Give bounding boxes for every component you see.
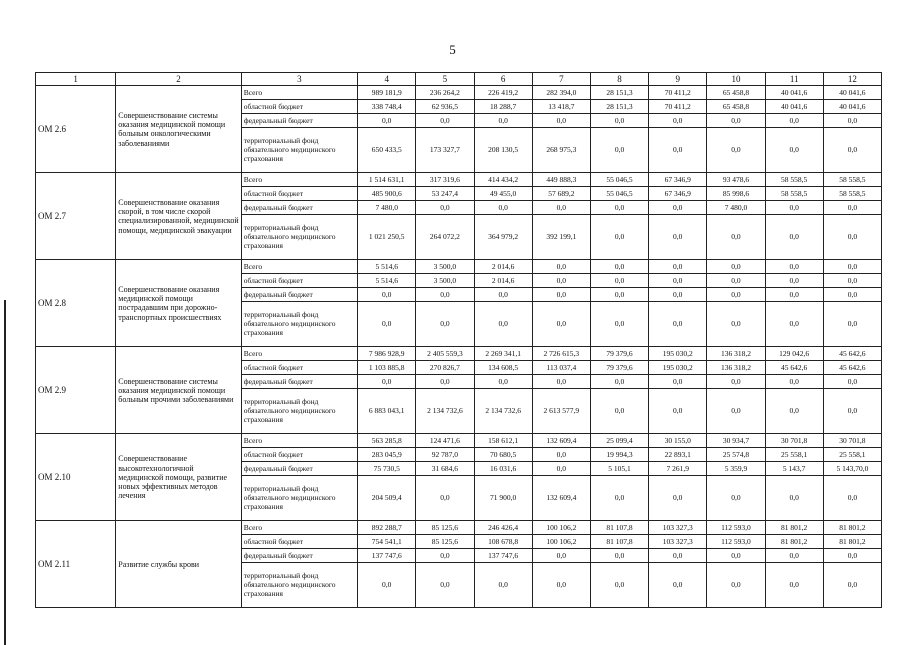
- amount-cell: 79 379,6: [590, 361, 648, 375]
- amount-cell: 93 478,6: [707, 173, 765, 187]
- amount-cell: 0,0: [823, 549, 881, 563]
- amount-cell: 40 041,6: [765, 100, 823, 114]
- amount-cell: 0,0: [474, 375, 532, 389]
- amount-cell: 0,0: [532, 201, 590, 215]
- amount-cell: 0,0: [532, 260, 590, 274]
- budget-table-body: [36, 73, 882, 608]
- amount-cell: 5 105,1: [590, 462, 648, 476]
- amount-cell: 0,0: [823, 260, 881, 274]
- amount-cell: 0,0: [707, 260, 765, 274]
- amount-cell: 0,0: [823, 114, 881, 128]
- measure-code: ОМ 2.11: [36, 521, 116, 608]
- column-header-9: 9: [649, 73, 707, 86]
- amount-cell: 2 726 615,3: [532, 347, 590, 361]
- amount-cell: 70 680,5: [474, 448, 532, 462]
- amount-cell: 85 125,6: [416, 521, 474, 535]
- amount-cell: 0,0: [823, 302, 881, 347]
- amount-cell: 0,0: [649, 260, 707, 274]
- amount-cell: 226 419,2: [474, 86, 532, 100]
- amount-cell: 485 900,6: [358, 187, 416, 201]
- amount-cell: 0,0: [590, 201, 648, 215]
- amount-cell: 25 558,1: [765, 448, 823, 462]
- amount-cell: 112 593,0: [707, 535, 765, 549]
- amount-cell: 0,0: [823, 476, 881, 521]
- funding-source: областной бюджет: [241, 361, 357, 375]
- amount-cell: 0,0: [649, 215, 707, 260]
- amount-cell: 0,0: [532, 462, 590, 476]
- funding-source: федеральный бюджет: [241, 201, 357, 215]
- table-row: [36, 86, 882, 100]
- funding-source: федеральный бюджет: [241, 462, 357, 476]
- amount-cell: 0,0: [707, 375, 765, 389]
- amount-cell: 132 609,4: [532, 476, 590, 521]
- amount-cell: 65 458,8: [707, 100, 765, 114]
- amount-cell: 2 134 732,6: [474, 389, 532, 434]
- amount-cell: 92 787,0: [416, 448, 474, 462]
- amount-cell: 3 500,0: [416, 260, 474, 274]
- amount-cell: 100 106,2: [532, 521, 590, 535]
- amount-cell: 7 261,9: [649, 462, 707, 476]
- column-header-12: 12: [823, 73, 881, 86]
- amount-cell: 6 883 043,1: [358, 389, 416, 434]
- funding-source: территориальный фонд обязательного медицинского страхования: [241, 128, 357, 173]
- amount-cell: 0,0: [765, 128, 823, 173]
- amount-cell: 136 318,2: [707, 361, 765, 375]
- measure-code: ОМ 2.10: [36, 434, 116, 521]
- column-header-11: 11: [765, 73, 823, 86]
- measure-name: Развитие службы крови: [116, 521, 241, 608]
- measure-code: ОМ 2.7: [36, 173, 116, 260]
- amount-cell: 0,0: [416, 375, 474, 389]
- amount-cell: 195 030,2: [649, 361, 707, 375]
- column-header-4: 4: [358, 73, 416, 86]
- budget-table: [35, 72, 882, 608]
- amount-cell: 246 426,4: [474, 521, 532, 535]
- amount-cell: 0,0: [416, 114, 474, 128]
- amount-cell: 0,0: [590, 260, 648, 274]
- amount-cell: 449 888,3: [532, 173, 590, 187]
- amount-cell: 45 642,6: [765, 361, 823, 375]
- funding-source: областной бюджет: [241, 535, 357, 549]
- amount-cell: 0,0: [358, 114, 416, 128]
- amount-cell: 58 558,5: [765, 173, 823, 187]
- amount-cell: 0,0: [707, 302, 765, 347]
- amount-cell: 49 455,0: [474, 187, 532, 201]
- amount-cell: 53 247,4: [416, 187, 474, 201]
- amount-cell: 7 480,0: [707, 201, 765, 215]
- amount-cell: 2 613 577,9: [532, 389, 590, 434]
- amount-cell: 0,0: [823, 375, 881, 389]
- amount-cell: 45 642,6: [823, 361, 881, 375]
- amount-cell: 2 405 559,3: [416, 347, 474, 361]
- amount-cell: 282 394,0: [532, 86, 590, 100]
- amount-cell: 0,0: [416, 549, 474, 563]
- amount-cell: 0,0: [532, 549, 590, 563]
- amount-cell: 0,0: [474, 288, 532, 302]
- amount-cell: 19 994,3: [590, 448, 648, 462]
- amount-cell: 0,0: [823, 389, 881, 434]
- amount-cell: 25 574,8: [707, 448, 765, 462]
- amount-cell: 2 269 341,1: [474, 347, 532, 361]
- amount-cell: 0,0: [590, 302, 648, 347]
- amount-cell: 268 975,3: [532, 128, 590, 173]
- amount-cell: 22 893,1: [649, 448, 707, 462]
- amount-cell: 75 730,5: [358, 462, 416, 476]
- amount-cell: 0,0: [649, 274, 707, 288]
- measure-name: Совершенствование системы оказания медицинской помощи больным онкологическими заболеваниями: [116, 86, 241, 173]
- amount-cell: 103 327,3: [649, 535, 707, 549]
- amount-cell: 0,0: [474, 302, 532, 347]
- amount-cell: 0,0: [823, 563, 881, 608]
- amount-cell: 81 801,2: [765, 521, 823, 535]
- amount-cell: 0,0: [590, 476, 648, 521]
- amount-cell: 57 689,2: [532, 187, 590, 201]
- amount-cell: 0,0: [823, 215, 881, 260]
- amount-cell: 5 143,70,0: [823, 462, 881, 476]
- funding-source: территориальный фонд обязательного медицинского страхования: [241, 215, 357, 260]
- amount-cell: 0,0: [590, 288, 648, 302]
- amount-cell: 0,0: [649, 201, 707, 215]
- amount-cell: 0,0: [823, 201, 881, 215]
- amount-cell: 0,0: [590, 375, 648, 389]
- amount-cell: 0,0: [532, 288, 590, 302]
- amount-cell: 0,0: [707, 128, 765, 173]
- margin-scan-line: [4, 300, 6, 645]
- column-header-8: 8: [590, 73, 648, 86]
- table-row: [36, 260, 882, 274]
- measure-code: ОМ 2.6: [36, 86, 116, 173]
- table-row: [36, 347, 882, 361]
- amount-cell: 0,0: [823, 128, 881, 173]
- measure-name: Совершенствование оказания медицинской помощи пострадавшим при дорожно-транспортных происшествиях: [116, 260, 241, 347]
- funding-source: Всего: [241, 173, 357, 187]
- amount-cell: 0,0: [590, 563, 648, 608]
- amount-cell: 0,0: [649, 302, 707, 347]
- amount-cell: 58 558,5: [823, 187, 881, 201]
- amount-cell: 28 151,3: [590, 86, 648, 100]
- funding-source: областной бюджет: [241, 187, 357, 201]
- amount-cell: 0,0: [532, 448, 590, 462]
- amount-cell: 0,0: [590, 274, 648, 288]
- amount-cell: 85 125,6: [416, 535, 474, 549]
- amount-cell: 0,0: [765, 302, 823, 347]
- table-row: [36, 173, 882, 187]
- amount-cell: 264 072,2: [416, 215, 474, 260]
- amount-cell: 67 346,9: [649, 187, 707, 201]
- amount-cell: 270 826,7: [416, 361, 474, 375]
- amount-cell: 173 327,7: [416, 128, 474, 173]
- amount-cell: 100 106,2: [532, 535, 590, 549]
- amount-cell: 25 558,1: [823, 448, 881, 462]
- amount-cell: 0,0: [765, 375, 823, 389]
- amount-cell: 5 359,9: [707, 462, 765, 476]
- amount-cell: 5 514,6: [358, 274, 416, 288]
- amount-cell: 364 979,2: [474, 215, 532, 260]
- amount-cell: 30 701,8: [765, 434, 823, 448]
- amount-cell: 392 199,1: [532, 215, 590, 260]
- amount-cell: 13 418,7: [532, 100, 590, 114]
- amount-cell: 338 748,4: [358, 100, 416, 114]
- funding-source: Всего: [241, 434, 357, 448]
- funding-source: федеральный бюджет: [241, 114, 357, 128]
- amount-cell: 2 014,6: [474, 260, 532, 274]
- funding-source: областной бюджет: [241, 100, 357, 114]
- amount-cell: 0,0: [649, 128, 707, 173]
- amount-cell: 0,0: [474, 563, 532, 608]
- amount-cell: 0,0: [416, 563, 474, 608]
- amount-cell: 0,0: [765, 114, 823, 128]
- amount-cell: 81 801,2: [823, 521, 881, 535]
- amount-cell: 0,0: [532, 563, 590, 608]
- amount-cell: 0,0: [765, 563, 823, 608]
- amount-cell: 25 099,4: [590, 434, 648, 448]
- amount-cell: 2 134 732,6: [416, 389, 474, 434]
- column-header-10: 10: [707, 73, 765, 86]
- funding-source: территориальный фонд обязательного медицинского страхования: [241, 476, 357, 521]
- amount-cell: 2 014,6: [474, 274, 532, 288]
- amount-cell: 0,0: [590, 215, 648, 260]
- amount-cell: 1 514 631,1: [358, 173, 416, 187]
- funding-source: федеральный бюджет: [241, 375, 357, 389]
- amount-cell: 0,0: [765, 389, 823, 434]
- amount-cell: 79 379,6: [590, 347, 648, 361]
- amount-cell: 103 327,3: [649, 521, 707, 535]
- amount-cell: 0,0: [590, 128, 648, 173]
- amount-cell: 16 031,6: [474, 462, 532, 476]
- amount-cell: 0,0: [649, 549, 707, 563]
- amount-cell: 0,0: [416, 201, 474, 215]
- amount-cell: 0,0: [707, 274, 765, 288]
- amount-cell: 45 642,6: [823, 347, 881, 361]
- amount-cell: 0,0: [532, 302, 590, 347]
- amount-cell: 414 434,2: [474, 173, 532, 187]
- amount-cell: 81 107,8: [590, 535, 648, 549]
- amount-cell: 0,0: [707, 389, 765, 434]
- amount-cell: 204 509,4: [358, 476, 416, 521]
- amount-cell: 30 934,7: [707, 434, 765, 448]
- amount-cell: 81 801,2: [823, 535, 881, 549]
- amount-cell: 71 900,0: [474, 476, 532, 521]
- amount-cell: 30 155,0: [649, 434, 707, 448]
- table-row: [36, 521, 882, 535]
- amount-cell: 0,0: [649, 476, 707, 521]
- column-header-1: 1: [36, 73, 116, 86]
- amount-cell: 0,0: [707, 288, 765, 302]
- amount-cell: 1 021 250,5: [358, 215, 416, 260]
- amount-cell: 137 747,6: [474, 549, 532, 563]
- table-row: [36, 434, 882, 448]
- measure-name: Совершенствование высокотехнологичной медицинской помощи, развитие новых эффективных методов лечения: [116, 434, 241, 521]
- measure-code: ОМ 2.9: [36, 347, 116, 434]
- amount-cell: 134 608,5: [474, 361, 532, 375]
- amount-cell: 40 041,6: [765, 86, 823, 100]
- amount-cell: 132 609,4: [532, 434, 590, 448]
- column-header-6: 6: [474, 73, 532, 86]
- amount-cell: 81 801,2: [765, 535, 823, 549]
- amount-cell: 0,0: [358, 302, 416, 347]
- amount-cell: 136 318,2: [707, 347, 765, 361]
- amount-cell: 0,0: [416, 302, 474, 347]
- measure-code: ОМ 2.8: [36, 260, 116, 347]
- amount-cell: 0,0: [358, 375, 416, 389]
- amount-cell: 55 046,5: [590, 187, 648, 201]
- amount-cell: 62 936,5: [416, 100, 474, 114]
- amount-cell: 0,0: [765, 288, 823, 302]
- column-number-row: [36, 73, 882, 86]
- funding-source: федеральный бюджет: [241, 288, 357, 302]
- amount-cell: 28 151,3: [590, 100, 648, 114]
- amount-cell: 0,0: [765, 260, 823, 274]
- amount-cell: 0,0: [416, 476, 474, 521]
- amount-cell: 5 143,7: [765, 462, 823, 476]
- amount-cell: 3 500,0: [416, 274, 474, 288]
- amount-cell: 137 747,6: [358, 549, 416, 563]
- amount-cell: 317 319,6: [416, 173, 474, 187]
- funding-source: областной бюджет: [241, 274, 357, 288]
- amount-cell: 0,0: [649, 114, 707, 128]
- amount-cell: 989 181,9: [358, 86, 416, 100]
- amount-cell: 65 458,8: [707, 86, 765, 100]
- amount-cell: 650 433,5: [358, 128, 416, 173]
- amount-cell: 0,0: [416, 288, 474, 302]
- column-header-5: 5: [416, 73, 474, 86]
- amount-cell: 0,0: [358, 563, 416, 608]
- amount-cell: 31 684,6: [416, 462, 474, 476]
- funding-source: Всего: [241, 86, 357, 100]
- amount-cell: 283 045,9: [358, 448, 416, 462]
- amount-cell: 0,0: [765, 215, 823, 260]
- amount-cell: 0,0: [707, 563, 765, 608]
- amount-cell: 58 558,5: [823, 173, 881, 187]
- amount-cell: 754 541,1: [358, 535, 416, 549]
- amount-cell: 0,0: [649, 375, 707, 389]
- amount-cell: 195 030,2: [649, 347, 707, 361]
- amount-cell: 158 612,1: [474, 434, 532, 448]
- amount-cell: 0,0: [823, 288, 881, 302]
- page-number: 5: [449, 42, 456, 57]
- amount-cell: 129 042,6: [765, 347, 823, 361]
- amount-cell: 70 411,2: [649, 100, 707, 114]
- amount-cell: 30 701,8: [823, 434, 881, 448]
- funding-source: Всего: [241, 521, 357, 535]
- amount-cell: 124 471,6: [416, 434, 474, 448]
- amount-cell: 236 264,2: [416, 86, 474, 100]
- amount-cell: 0,0: [590, 114, 648, 128]
- amount-cell: 0,0: [532, 375, 590, 389]
- amount-cell: 0,0: [765, 201, 823, 215]
- amount-cell: 0,0: [474, 114, 532, 128]
- amount-cell: 58 558,5: [765, 187, 823, 201]
- funding-source: территориальный фонд обязательного медицинского страхования: [241, 563, 357, 608]
- amount-cell: 112 593,0: [707, 521, 765, 535]
- amount-cell: 18 288,7: [474, 100, 532, 114]
- amount-cell: 108 678,8: [474, 535, 532, 549]
- amount-cell: 0,0: [765, 549, 823, 563]
- column-header-3: 3: [241, 73, 357, 86]
- amount-cell: 0,0: [590, 549, 648, 563]
- funding-source: Всего: [241, 260, 357, 274]
- funding-source: федеральный бюджет: [241, 549, 357, 563]
- column-header-7: 7: [532, 73, 590, 86]
- amount-cell: 0,0: [649, 389, 707, 434]
- amount-cell: 0,0: [707, 476, 765, 521]
- amount-cell: 5 514,6: [358, 260, 416, 274]
- amount-cell: 0,0: [474, 201, 532, 215]
- amount-cell: 0,0: [707, 114, 765, 128]
- amount-cell: 0,0: [590, 389, 648, 434]
- amount-cell: 1 103 885,8: [358, 361, 416, 375]
- funding-source: областной бюджет: [241, 448, 357, 462]
- amount-cell: 208 130,5: [474, 128, 532, 173]
- amount-cell: 67 346,9: [649, 173, 707, 187]
- amount-cell: 7 986 928,9: [358, 347, 416, 361]
- amount-cell: 81 107,8: [590, 521, 648, 535]
- amount-cell: 0,0: [765, 274, 823, 288]
- amount-cell: 563 285,8: [358, 434, 416, 448]
- amount-cell: 0,0: [358, 288, 416, 302]
- amount-cell: 0,0: [823, 274, 881, 288]
- amount-cell: 892 288,7: [358, 521, 416, 535]
- amount-cell: 0,0: [707, 549, 765, 563]
- measure-name: Совершенствование системы оказания медицинской помощи больным прочими заболеваниями: [116, 347, 241, 434]
- amount-cell: 0,0: [532, 114, 590, 128]
- amount-cell: 0,0: [649, 563, 707, 608]
- amount-cell: 0,0: [765, 476, 823, 521]
- amount-cell: 40 041,6: [823, 100, 881, 114]
- amount-cell: 70 411,2: [649, 86, 707, 100]
- funding-source: территориальный фонд обязательного медицинского страхования: [241, 302, 357, 347]
- amount-cell: 113 037,4: [532, 361, 590, 375]
- funding-source: территориальный фонд обязательного медицинского страхования: [241, 389, 357, 434]
- amount-cell: 7 480,0: [358, 201, 416, 215]
- column-header-2: 2: [116, 73, 241, 86]
- measure-name: Совершенствование оказания скорой, в том числе скорой специализированной, медицинской помощи, медицинской эвакуации: [116, 173, 241, 260]
- funding-source: Всего: [241, 347, 357, 361]
- amount-cell: 40 041,6: [823, 86, 881, 100]
- amount-cell: 85 998,6: [707, 187, 765, 201]
- amount-cell: 55 046,5: [590, 173, 648, 187]
- amount-cell: 0,0: [649, 288, 707, 302]
- amount-cell: 0,0: [707, 215, 765, 260]
- amount-cell: 0,0: [532, 274, 590, 288]
